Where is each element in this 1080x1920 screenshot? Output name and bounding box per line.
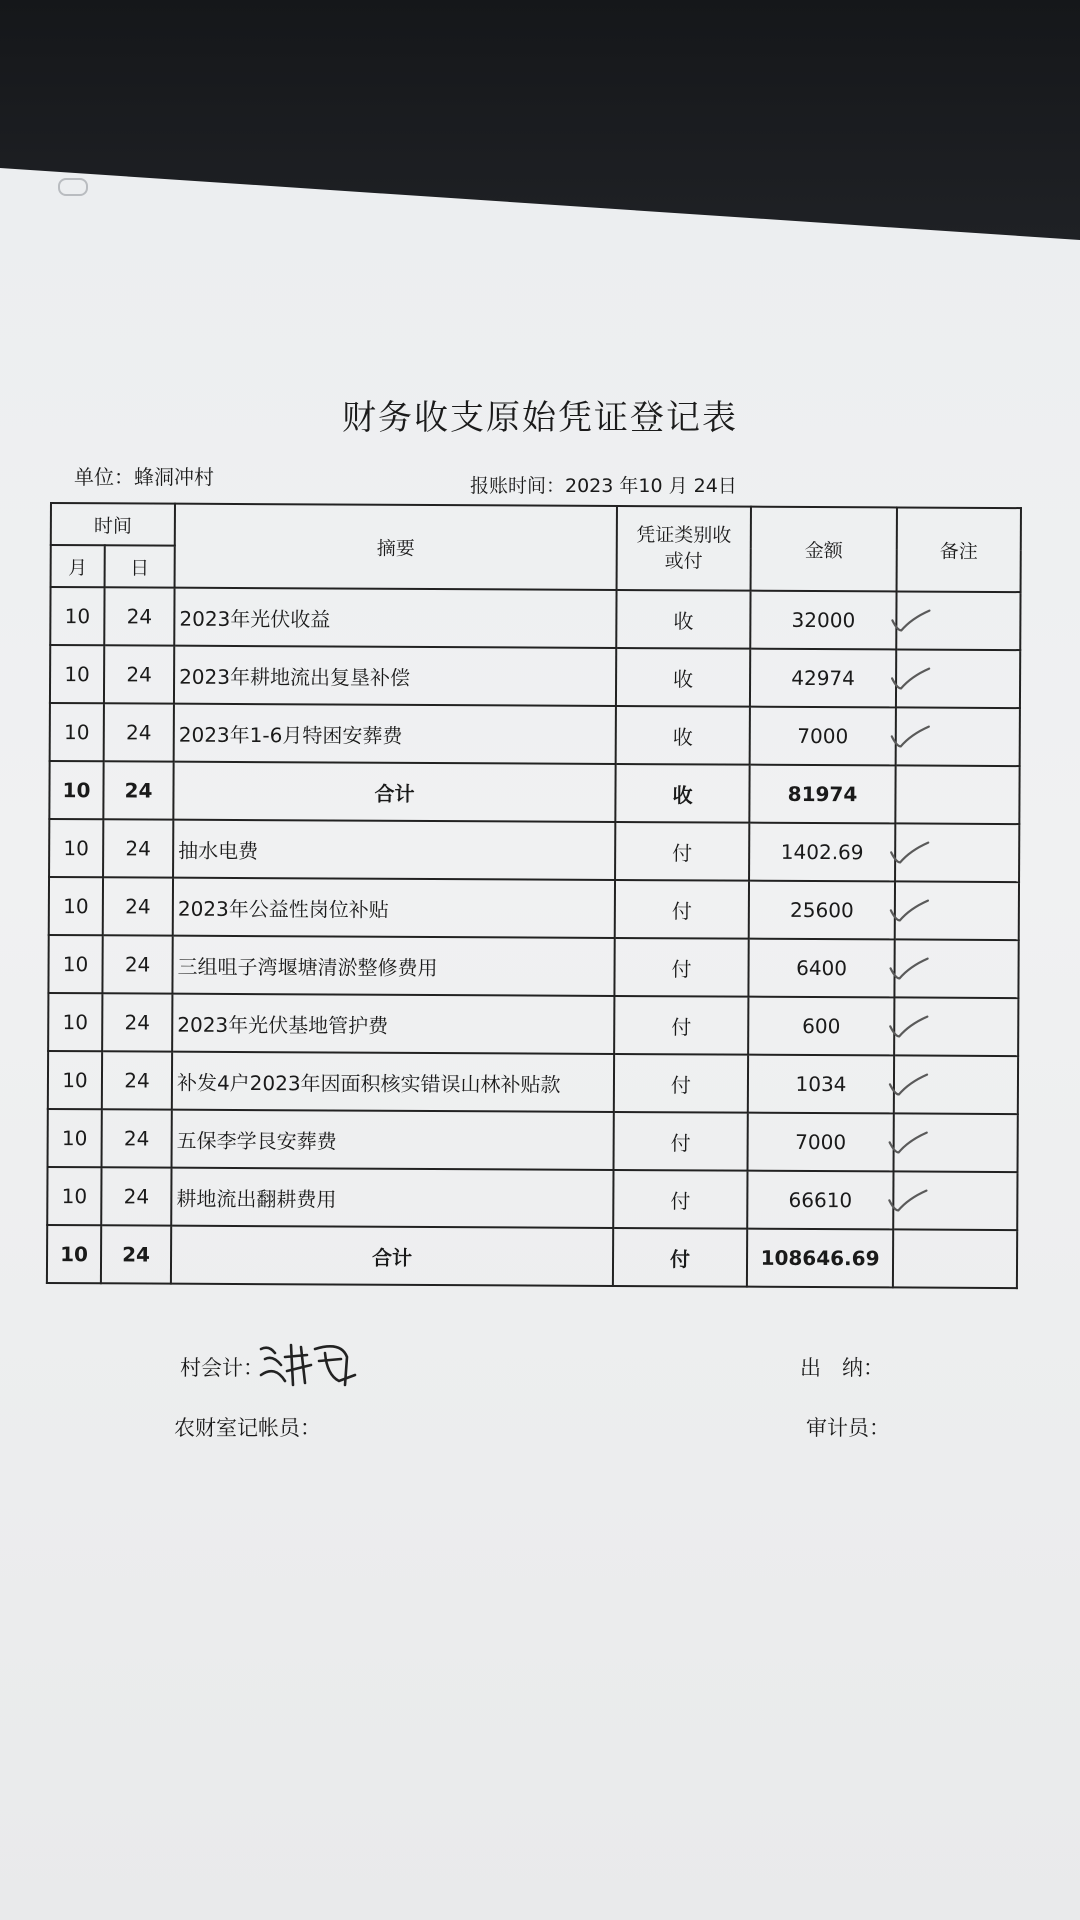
cell-day: 24 [104,645,174,703]
cell-amount: 42974 [750,649,896,708]
document-title: 财务收支原始凭证登记表 [342,398,738,438]
cell-remark [893,1229,1017,1288]
cell-month: 10 [48,993,102,1051]
village-accountant-label: 村会计： [180,1356,264,1380]
checkmark-icon [888,954,930,982]
cell-amount: 66610 [747,1171,893,1230]
cell-voucher-type: 付 [615,822,749,881]
table-row [49,819,1019,882]
header-month: 月 [51,545,105,587]
header-time: 时间 [51,503,175,546]
cell-summary: 2023年耕地流出复垦补偿 [174,646,616,706]
cell-summary: 2023年公益性岗位补贴 [173,878,615,938]
cell-day: 24 [102,993,172,1051]
cell-month: 10 [50,703,104,761]
table-row [48,935,1018,998]
checkmark-icon [887,1070,929,1098]
handwritten-signature [255,1335,385,1395]
cell-day: 24 [102,1051,172,1109]
auditor-label: 审计员： [806,1416,890,1440]
cell-voucher-type: 收 [616,590,750,649]
cell-summary: 补发4户2023年因面积核实错误山林补贴款 [172,1052,614,1112]
cell-day: 24 [102,1109,172,1167]
cell-amount: 81974 [749,765,895,824]
unit-label: 单位：蜂洞冲村 [74,465,214,489]
table-row [47,1167,1017,1230]
ledger-body [47,587,1021,1288]
staple-icon [58,178,88,196]
table-row [50,645,1020,708]
cell-summary: 三组咀子湾堰塘清淤整修费用 [172,936,614,996]
cell-amount: 25600 [749,881,895,940]
bookkeeper-label: 农财室记帐员： [174,1416,321,1440]
header-day: 日 [105,545,175,587]
cell-voucher-type: 收 [616,706,750,765]
cell-month: 10 [50,645,104,703]
cell-amount: 32000 [750,591,896,650]
cell-voucher-type: 收 [615,764,749,823]
header-voucher-type: 凭证类别收 或付 [617,506,751,591]
cell-summary: 2023年1-6月特困安葬费 [174,704,616,764]
cell-amount: 6400 [748,939,894,998]
checkmark-icon [888,896,930,924]
cell-amount: 1402.69 [749,823,895,882]
cell-day: 24 [103,819,173,877]
table-row [48,993,1018,1056]
cell-day: 24 [104,587,174,645]
table-row [48,1109,1018,1172]
checkmark-icon [889,722,931,750]
cell-month: 10 [49,819,103,877]
cell-amount: 108646.69 [747,1229,893,1288]
cell-voucher-type: 付 [613,1170,747,1229]
checkmark-icon [889,664,931,692]
cell-voucher-type: 付 [613,1228,747,1287]
cell-month: 10 [47,1225,101,1283]
cell-summary: 五保李学艮安葬费 [172,1110,614,1170]
header-amount: 金额 [751,507,897,592]
cell-amount: 7000 [748,1113,894,1172]
cell-month: 10 [48,935,102,993]
cell-voucher-type: 付 [614,1112,748,1171]
cell-amount: 1034 [748,1055,894,1114]
cell-voucher-type: 付 [615,880,749,939]
cell-month: 10 [48,1051,102,1109]
cell-summary: 抽水电费 [173,820,615,880]
cell-summary: 耕地流出翻耕费用 [171,1168,613,1228]
ledger-table [46,502,1022,1289]
header-summary: 摘要 [175,504,617,590]
cell-summary: 合计 [171,1226,613,1286]
cell-voucher-type: 付 [614,996,748,1055]
cell-amount: 7000 [750,707,896,766]
cell-voucher-type: 付 [614,938,748,997]
report-date: 报账时间：2023 年10 月 24日 [470,475,737,497]
cell-day: 24 [103,761,173,819]
table-total-row [49,761,1019,824]
cell-summary: 合计 [173,762,615,822]
checkmark-icon [886,1186,928,1214]
table-row [50,703,1020,766]
checkmark-icon [888,838,930,866]
table-total-row [47,1225,1017,1288]
cell-month: 10 [50,587,104,645]
cell-summary: 2023年光伏基地管护费 [172,994,614,1054]
table-row [49,877,1019,940]
checkmark-icon [889,606,931,634]
table-row [48,1051,1018,1114]
cell-summary: 2023年光伏收益 [174,588,616,648]
cashier-label: 出 纳： [800,1356,884,1380]
cell-month: 10 [49,877,103,935]
cell-month: 10 [47,1167,101,1225]
table-row [50,587,1020,650]
cell-amount: 600 [748,997,894,1056]
cell-day: 24 [102,935,172,993]
cell-voucher-type: 收 [616,648,750,707]
header-remark: 备注 [897,507,1021,592]
cell-voucher-type: 付 [614,1054,748,1113]
cell-day: 24 [101,1225,171,1283]
checkmark-icon [887,1128,929,1156]
cell-day: 24 [103,877,173,935]
cell-month: 10 [49,761,103,819]
cell-remark [895,765,1019,824]
checkmark-icon [887,1012,929,1040]
cell-day: 24 [101,1167,171,1225]
cell-month: 10 [48,1109,102,1167]
cell-day: 24 [104,703,174,761]
